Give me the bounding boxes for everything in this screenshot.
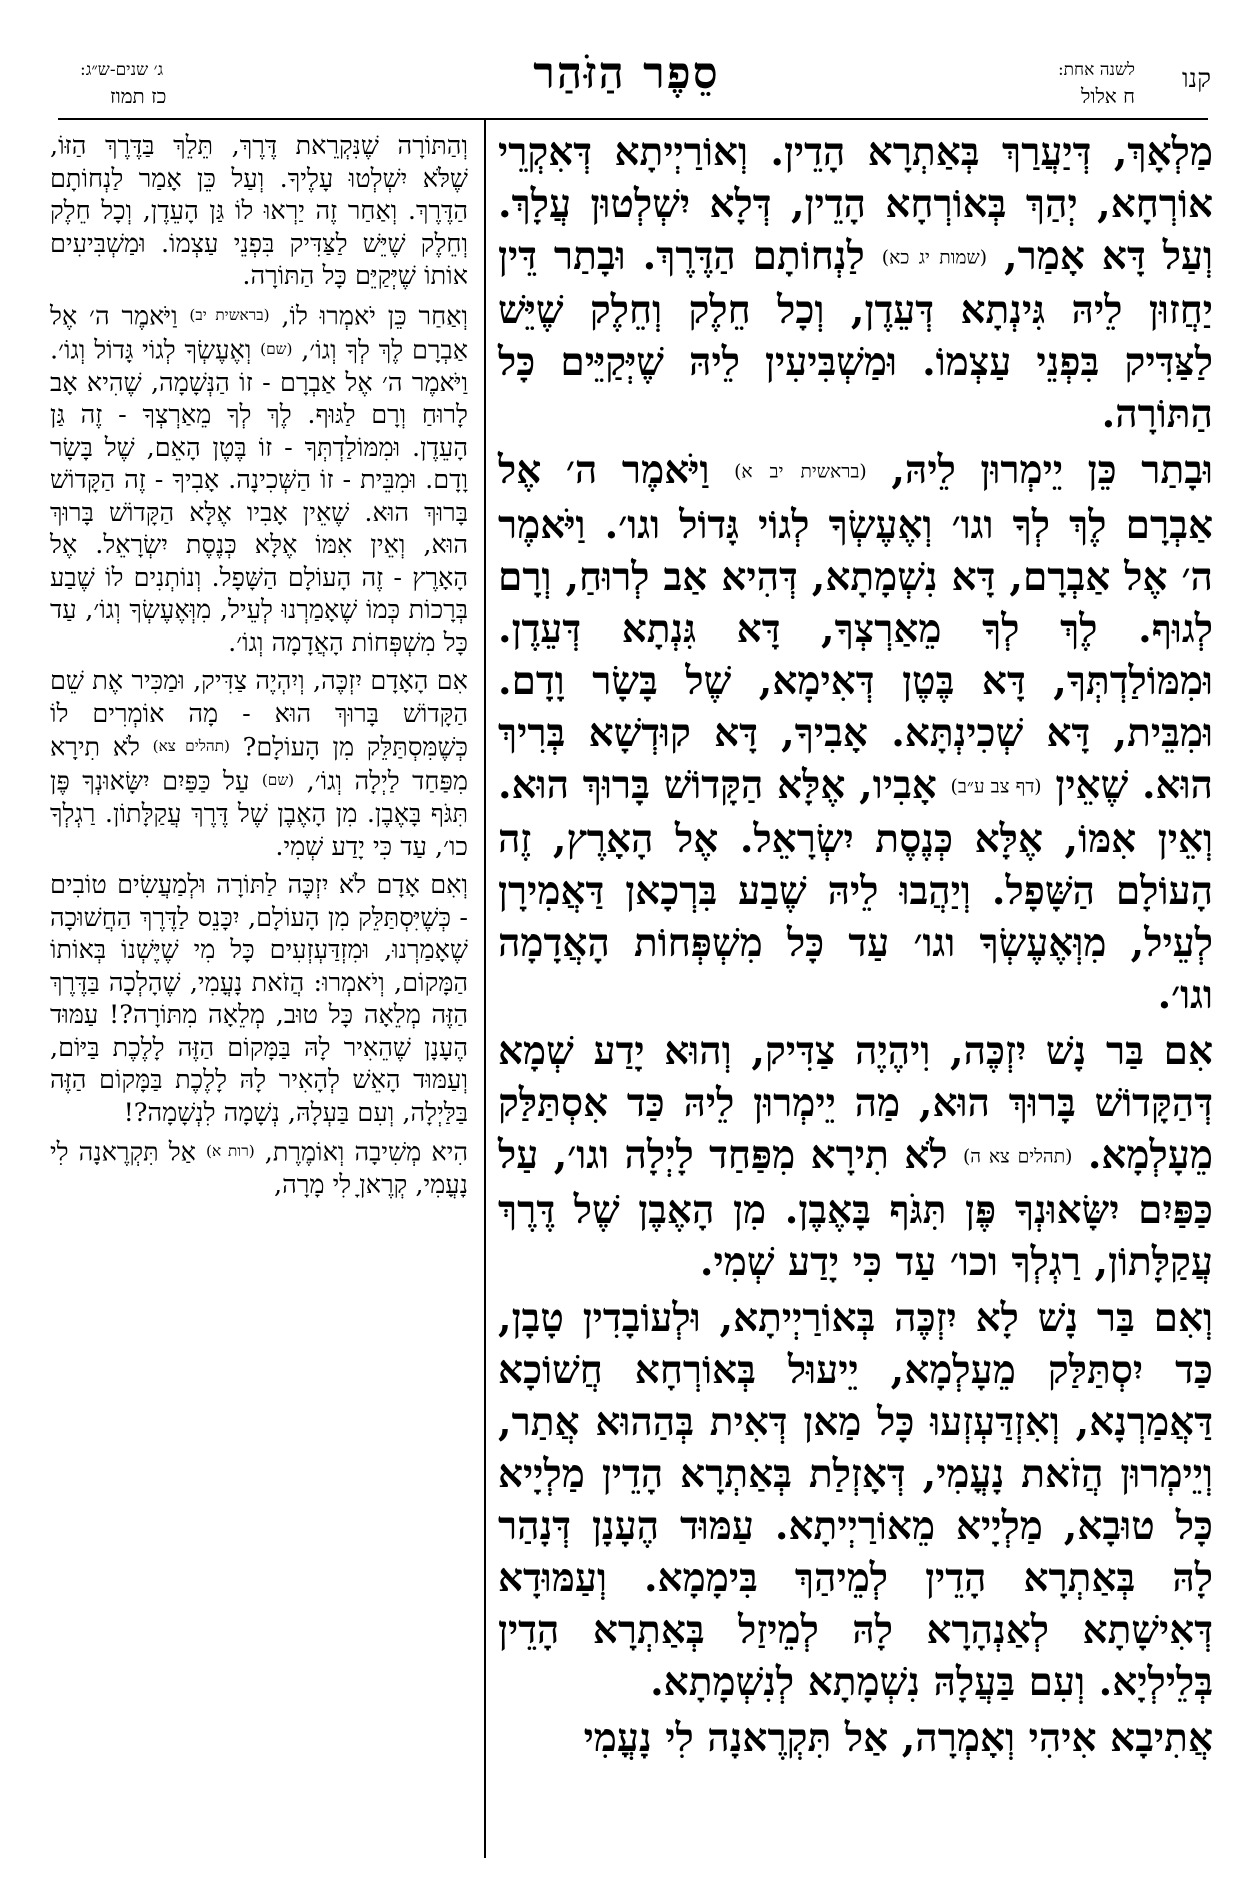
side-column-hebrew	[50, 130, 468, 1208]
main-paragraph: וּבָתַר כֵּן יֵימְרוּן לֵיהּ, (בראשית יב א) וַיֹּאמֶר ה׳ אֶל אַבְרָם לֶךְ לְךָ וגו׳ וְאֶעֶשְׂךָ לְגוֹי גָּדוֹל וגו׳. וַיֹּאמֶר ה׳ אֶל אַבְרָם, דָּא נִשְׁמָתָא, דְּהִיא אַב לְרוּחַ, וְרָם לְגוּף. לֶךְ לְךָ מֵאַרְצְךָ, דָּא גִּנְתָא דְּעֵדֶן. וּמִמּוֹלַדְתְּךָ, דָּא בֶּטֶן דְּאִימָא, שֶׁל בָּשָׂר וָדָם. וּמִבֵּית, דָּא שְׁכִינְתָּא. אָבִיךָ, דָּא קוּדְשָׁא בְּרִיךְ הוּא. שֶׁאֵין (דף צב ע״ב) אָבִיו, אֶלָּא הַקָּדוֹשׁ בָּרוּךְ הוּא. וְאֵין אִמּוֹ, אֶלָּא כְּנֶסֶת יִשְׂרָאֵל. אֶל הָאָרֶץ, זֶה הָעוֹלָם הַשָּׁפָל. וְיַהֲבוּ לֵיהּ שֶׁבַע בִּרְכָאן דַּאֲמִירָן לְעֵיל, מִוְּאֶעֶשְׂךָ וגו׳ עַד כָּל מִשְׁפְּחוֹת הָאֲדָמָה וגו׳.	[498, 447, 1214, 1019]
side-paragraph: וְאִם אָדָם לֹא יִזְכֶּה לַתּוֹרָה וּלְמַעֲשִׂים טוֹבִים - כְּשֶׁיִּסְתַּלֵּק מִן הָעוֹלָם, יִכָּנֵס לַדֶּרֶךְ הַחֲשׁוּכָה שֶׁאָמַרְנוּ, וּמִזְדַּעְזְעִים כָּל מִי שֶׁיֶּשְׁנוֹ בְּאוֹתוֹ הַמָּקוֹם, וְיֹאמְרוּ: הֲזֹאת נָעֳמִי, שֶׁהָלְכָה בַּדֶּרֶךְ הַזֶּה מְלֵאָה כָּל טוּב, מְלֵאָה מִתּוֹרָה?! עַמּוּד הֶעָנָן שֶׁהֵאִיר לָהּ בַּמָּקוֹם הַזֶּה לָלֶכֶת בַּיּוֹם, וְעַמּוּד הָאֵשׁ לְהָאִיר לָהּ לָלֶכֶת בַּמָּקוֹם הַזֶּה בַּלַּיְלָה, וְעִם בַּעְלָהּ, נְשָׁמָה לִנְשָׁמָה?!	[50, 870, 468, 1128]
main-column-aramaic	[498, 126, 1213, 1768]
column-divider	[484, 118, 486, 1858]
main-paragraph: וְאִם בַּר נָשׁ לָא יִזְכֶּה בְּאוֹרַיְיתָא, וּלְעוֹבָדִין טָבָן, כַּד יִסְתַּלַּק מֵעָלְמָא, יֵיעוּל בְּאוֹרְחָא חֲשׁוֹכָא דַּאֲמַרְנָא, וְאִזְדַּעְזְעוּ כָּל מַאן דְּאִית בְּהַהוּא אֲתַר, וְיֵימְרוּן הֲזֹאת נָעֳמִי, דְּאָזְלַת בְּאַתְרָא הָדֵין מַלְיָיא כָּל טוּבָא, מַלְיָיא מֵאוֹרַיְיתָא. עַמּוּד הֶעָנָן דְּנָהַר לָהּ בְּאַתְרָא הָדֵין לְמֵיהַךְ בִּימָמָא. וְעַמּוּדָא דְּאִישָׁתָא לְאַנְהָרָא לָהּ לְמֵיזַל בְּאַתְרָא הָדֵין בְּלֵילְיָא. וְעִם בַּעֲלָהּ נִשְׁמָתָא לְנִשְׁמָתָא.	[498, 1294, 1213, 1705]
side-paragraph: וְאַחַר כֵּן יֹאמְרוּ לוֹ, (בראשית יב) וַיֹּאמֶר ה׳ אֶל אַבְרָם לֶךְ לְךָ וְגוֹ׳, (שם) וְאֶעֶשְׂךָ לְגוֹי גָּדוֹל וְגוֹ׳. וַיֹּאמֶר ה׳ אֶל אַבְרָם - זוֹ הַנְּשָׁמָה, שֶׁהִיא אָב לָרוּחַ וְרָם לַגּוּף. לֶךְ לְךָ מֵאַרְצְךָ - זֶה גַּן הָעֵדֶן. וּמִמּוֹלַדְתְּךָ - זוֹ בֶּטֶן הָאֵם, שֶׁל בָּשָׂר וָדָם. וּמִבֵּית - זוֹ הַשְּׁכִינָה. אָבִיךָ - זֶה הַקָּדוֹשׁ בָּרוּךְ הוּא. שֶׁאֵין אָבִיו אֶלָּא הַקָּדוֹשׁ בָּרוּךְ הוּא, וְאֵין אִמּוֹ אֶלָּא כְּנֶסֶת יִשְׂרָאֵל. אֶל הָאָרֶץ - זֶה הָעוֹלָם הַשָּׁפָל. וְנוֹתְנִים לוֹ שֶׁבַע בְּרָכוֹת כְּמוֹ שֶׁאָמַרְנוּ לְעֵיל, מִוְּאֶעֶשְׂךָ וְגוֹ׳, עַד כָּל מִשְׁפְּחוֹת הָאֲדָמָה וְגוֹ׳.	[50, 301, 468, 658]
page-title: סֵפֶר הַזֹּהַר	[533, 48, 720, 99]
header-rule	[58, 118, 1208, 120]
main-paragraph: מַלְאָךְ, דְּיַעֲרַךְ בְּאַתְרָא הָדֵין. וְאוֹרַיְיתָא דְּאִקְרֵי אוֹרְחָא, יְהַךְ בְּאוֹרְחָא הָדֵין, דְּלָא יִשְׁלְטוּן עֲלָךְ. וְעַל דָּא אָמַר, (שמות יג כא) לַנְחוֹתָם הַדֶּרֶךְ. וּבָתַר דֵּין יַחֲזוּן לֵיהּ גִּינְתָא דְּעֵדֶן, וְכָל חֵלֶק וְחֵלֶק שֶׁיֵּשׁ לַצַּדִּיק בִּפְנֵי עַצְמוֹ. וּמַשְׁבִּיעִין לֵיהּ שֶׁיְּקַיֵּים כָּל הַתּוֹרָה.	[498, 129, 1214, 438]
side-paragraph: הִיא מְשִׁיבָה וְאוֹמֶרֶת, (רות א) אַל תִּקְרֶאנָה לִי נָעֳמִי, קְרֶאןָ לִי מָרָה,	[50, 1137, 468, 1201]
side-paragraph: אִם הָאָדָם יִזְכֶּה, וְיִהְיֶה צַדִּיק, וּמַכִּיר אֶת שֵׁם הַקָּדוֹשׁ בָּרוּךְ הוּא - מָה אוֹמְרִים לוֹ כְּשֶׁמִּסְתַּלֵּק מִן הָעוֹלָם? (תהלים צא) לֹא תִירָא מִפַּחַד לַיְלָה וְגוֹ׳, (שם) עַל כַּפַּיִם יִשָּׂאוּנְךָ פֶּן תִּגֹּף בָּאֶבֶן. מִן הָאֶבֶן שֶׁל דֶּרֶךְ עֲקַלָּתוֹן. רַגְלְךָ כו׳, עַד כִּי יָדַע שְׁמִי.	[50, 666, 468, 862]
header-right-bottom: ח אלול	[1080, 84, 1135, 108]
header-right-top: לשנה אחת:	[1057, 60, 1135, 80]
header-left-bottom: כז תמוז	[110, 84, 167, 108]
main-paragraph: אֲתִיבָא אִיהִי וְאָמְרָה, אַל תִּקְרֶאנָה לִי נָעֳמִי	[583, 1714, 1213, 1761]
page-number: קנו	[1181, 64, 1211, 94]
main-paragraph: אִם בַּר נָשׁ יִזְכֶּה, וִיהֶיֶה צַדִּיק, וְהוּא יָדַע שְׁמָא דְּהַקָּדוֹשׁ בָּרוּךְ הוּא, מַה יֵימְרוּן לֵיהּ כַּד אִסְתַּלַּק מֵעָלְמָא. (תהלים צא ה) לֹא תִירָא מִפַּחַד לָיְלָה וגו׳, עַל כַּפַּיִם יִשָּׂאוּנְךָ פֶּן תִּגֹּף בָּאֶבֶן. מִן הָאֶבֶן שֶׁל דֶּרֶךְ עֲקַלָּתוֹן, רַגְלְךָ וכו׳ עַד כִּי יָדַע שְׁמִי.	[498, 1028, 1213, 1285]
side-paragraph: וְהַתּוֹרָה שֶׁנִּקְרֵאת דֶּרֶךְ, תֵּלֵךְ בַּדֶּרֶךְ הַזּוֹ, שֶׁלֹּא יִשְׁלְטוּ עָלֶיךָ. וְעַל כֵּן אָמַר לַנְחוֹתָם הַדֶּרֶךְ. וְאַחַר זֶה יַרְאוּ לוֹ גַּן הָעֵדֶן, וְכָל חֵלֶק וְחֵלֶק שֶׁיֵּשׁ לַצַּדִּיק בִּפְנֵי עַצְמוֹ. וּמַשְׁבִּיעִים אוֹתוֹ שֶׁיְּקַיֵּם כָּל הַתּוֹרָה.	[50, 131, 468, 291]
header-left-top: ג׳ שנים-ש״ג:	[80, 60, 164, 80]
